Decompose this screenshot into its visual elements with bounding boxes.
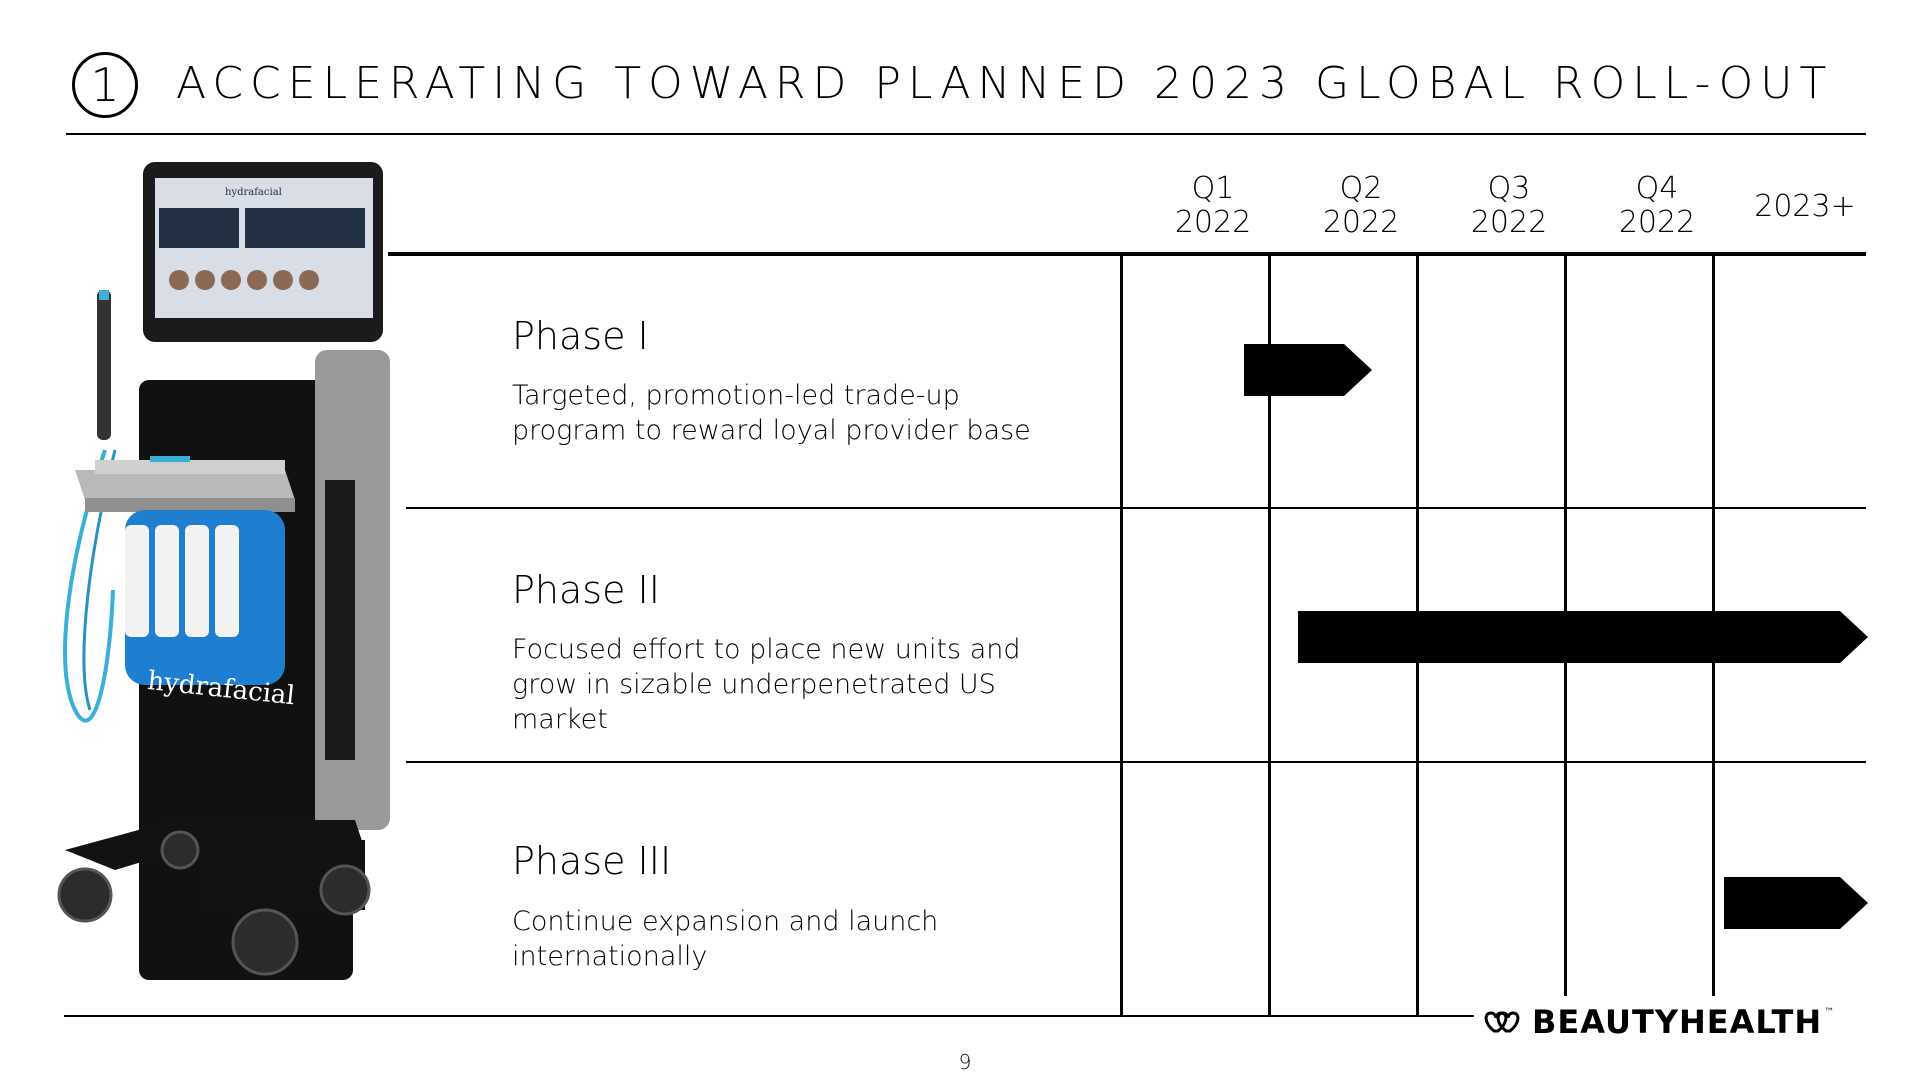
logo-wordmark: BEAUTYHEALTH: [1532, 1003, 1823, 1041]
phase-3-title: Phase III: [512, 839, 672, 883]
page-title: ACCELERATING TOWARD PLANNED 2023 GLOBAL ROLL-OUT: [176, 58, 1834, 109]
column-divider-4: [1564, 254, 1567, 996]
column-header-q4-2022: Q4 2022: [1618, 171, 1696, 240]
page-number: 9: [958, 1050, 972, 1074]
section-number-badge: [72, 52, 138, 118]
column-header-q3-2022: Q3 2022: [1470, 171, 1548, 240]
phase-2-description: Focused effort to place new units and grow in sizable underpenetrated US market: [512, 634, 1021, 735]
phase-2-arrow: [1298, 611, 1868, 663]
bottom-rule: [64, 1015, 1474, 1017]
column-header-q2-2022: Q2 2022: [1322, 171, 1400, 240]
svg-text:hydrafacial: hydrafacial: [225, 187, 282, 198]
phase-2-title: Phase II: [512, 568, 660, 612]
column-header-2023-plus: 2023+: [1754, 189, 1856, 224]
phase-1-arrow: [1244, 344, 1372, 396]
phase-3-description: Continue expansion and launch internationally: [512, 906, 939, 972]
row-divider-1: [406, 507, 1866, 509]
heart-logo-icon: [1482, 1009, 1522, 1035]
section-number: 1: [90, 58, 120, 112]
beautyhealth-logo: [1474, 1003, 1834, 1041]
phase-1-title: Phase I: [512, 314, 649, 358]
phase-3-arrow: [1724, 877, 1868, 929]
column-divider-2: [1268, 254, 1271, 1016]
hydrafacial-device-image: [55, 150, 455, 1030]
device-brand-label: hydrafacial: [146, 666, 297, 712]
phase-1-description: Targeted, promotion-led trade-up program to reward loyal provider base: [512, 380, 1031, 446]
table-header-rule: [388, 252, 1866, 256]
column-header-q1-2022: Q1 2022: [1174, 171, 1252, 240]
column-divider-3: [1416, 254, 1419, 1016]
title-divider: [66, 133, 1866, 135]
column-divider-5: [1712, 254, 1715, 996]
row-divider-2: [406, 761, 1866, 763]
column-divider-1: [1120, 254, 1123, 1016]
logo-trademark: ™: [1824, 1007, 1835, 1018]
